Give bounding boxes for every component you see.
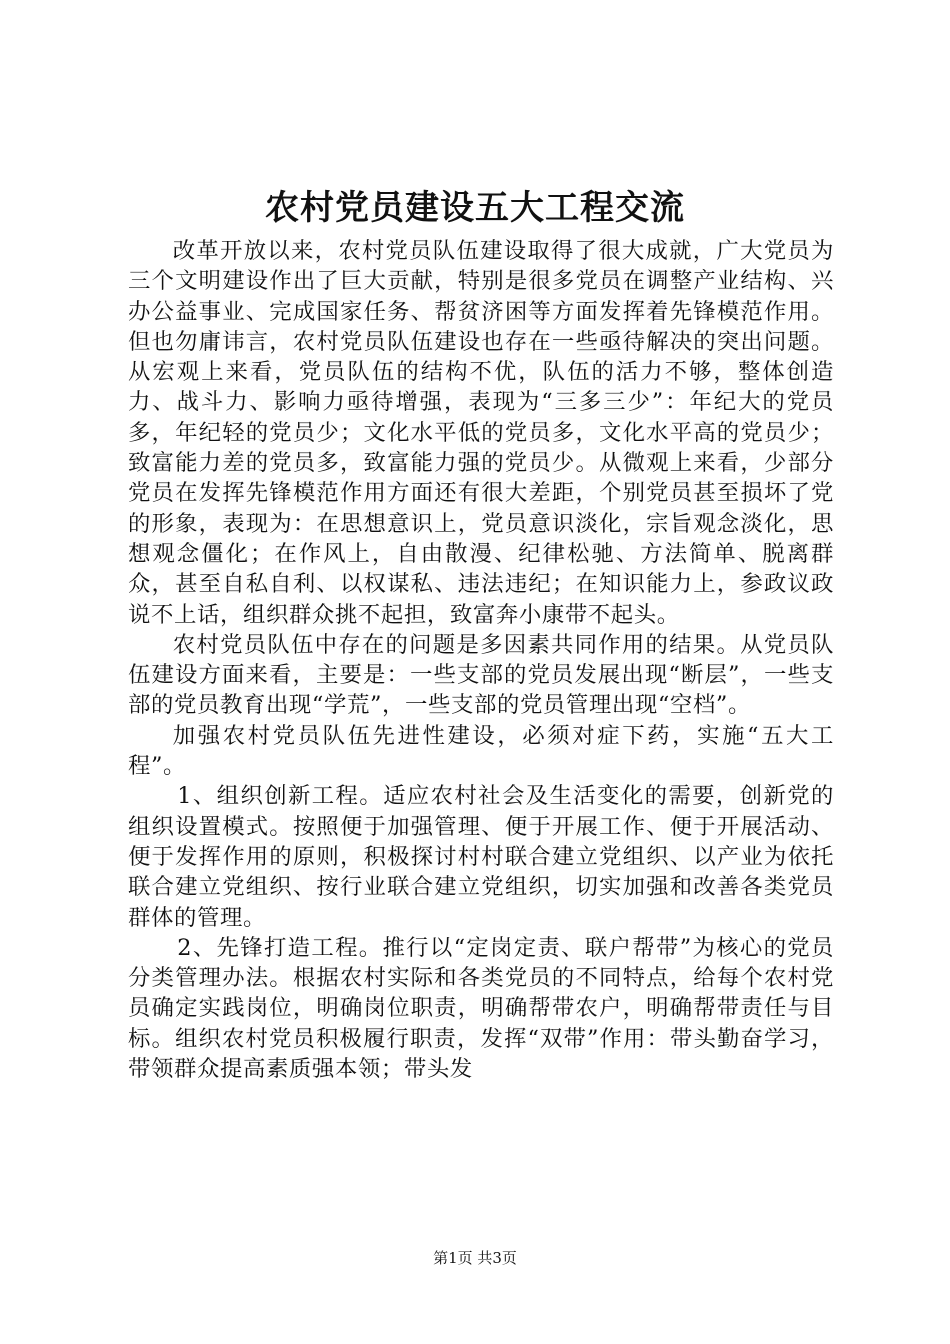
paragraph-item-2: 2、先锋打造工程。推行以“定岗定责、联户帮带”为核心的党员分类管理办法。根据农村实际和各类党员的不同特点，给每个农村党员确定实践岗位，明确岗位职责，明确帮带农户，明确帮带责任与目标。组织农村党员积极履行职责，发挥“双带”作用：带头勤奋学习，带领群众提高素质强本领；带头发 (128, 934, 834, 1083)
page-number-footer: 第1页 共3页 (433, 1249, 517, 1267)
paragraph-causes: 农村党员队伍中存在的问题是多因素共同作用的结果。从党员队伍建设方面来看，主要是：一些支部的党员发展出现“断层”，一些支部的党员教育出现“学荒”，一些支部的党员管理出现“空档”。 (128, 631, 834, 719)
document-title: 农村党员建设五大工程交流 (265, 188, 685, 228)
paragraph-five-projects: 加强农村党员队伍先进性建设，必须对症下药，实施“五大工程”。 (128, 722, 834, 780)
document-body (128, 236, 834, 1084)
paragraph-item-1: 1、组织创新工程。适应农村社会及生活变化的需要，创新党的组织设置模式。按照便于加强管理、便于开展工作、便于开展活动、便于发挥作用的原则，积极探讨村村联合建立党组织、以产业为依托联合建立党组织、按行业联合建立党组织，切实加强和改善各类党员群体的管理。 (128, 783, 834, 931)
paragraph-intro: 改革开放以来，农村党员队伍建设取得了很大成就，广大党员为三个文明建设作出了巨大贡献，特别是很多党员在调整产业结构、兴办公益事业、完成国家任务、帮贫济困等方面发挥着先锋模范作用。但也勿庸讳言，农村党员队伍建设也存在一些亟待解决的突出问题。从宏观上来看，党员队伍的结构不优，队伍的活力不够，整体创造力、战斗力、影响力亟待增强，表现为“三多三少”：年纪大的党员多，年纪轻的党员少；文化水平低的党员多，文化水平高的党员少；致富能力差的党员多，致富能力强的党员少。从微观上来看，少部分党员在发挥先锋模范作用方面还有很大差距，个别党员甚至损坏了党的形象，表现为：在思想意识上，党员意识淡化，宗旨观念淡化，思想观念僵化；在作风上，自由散漫、纪律松驰、方法简单、脱离群众，甚至自私自利、以权谋私、违法违纪；在知识能力上，参政议政说不上话，组织群众挑不起担，致富奔小康带不起头。 (128, 238, 834, 628)
